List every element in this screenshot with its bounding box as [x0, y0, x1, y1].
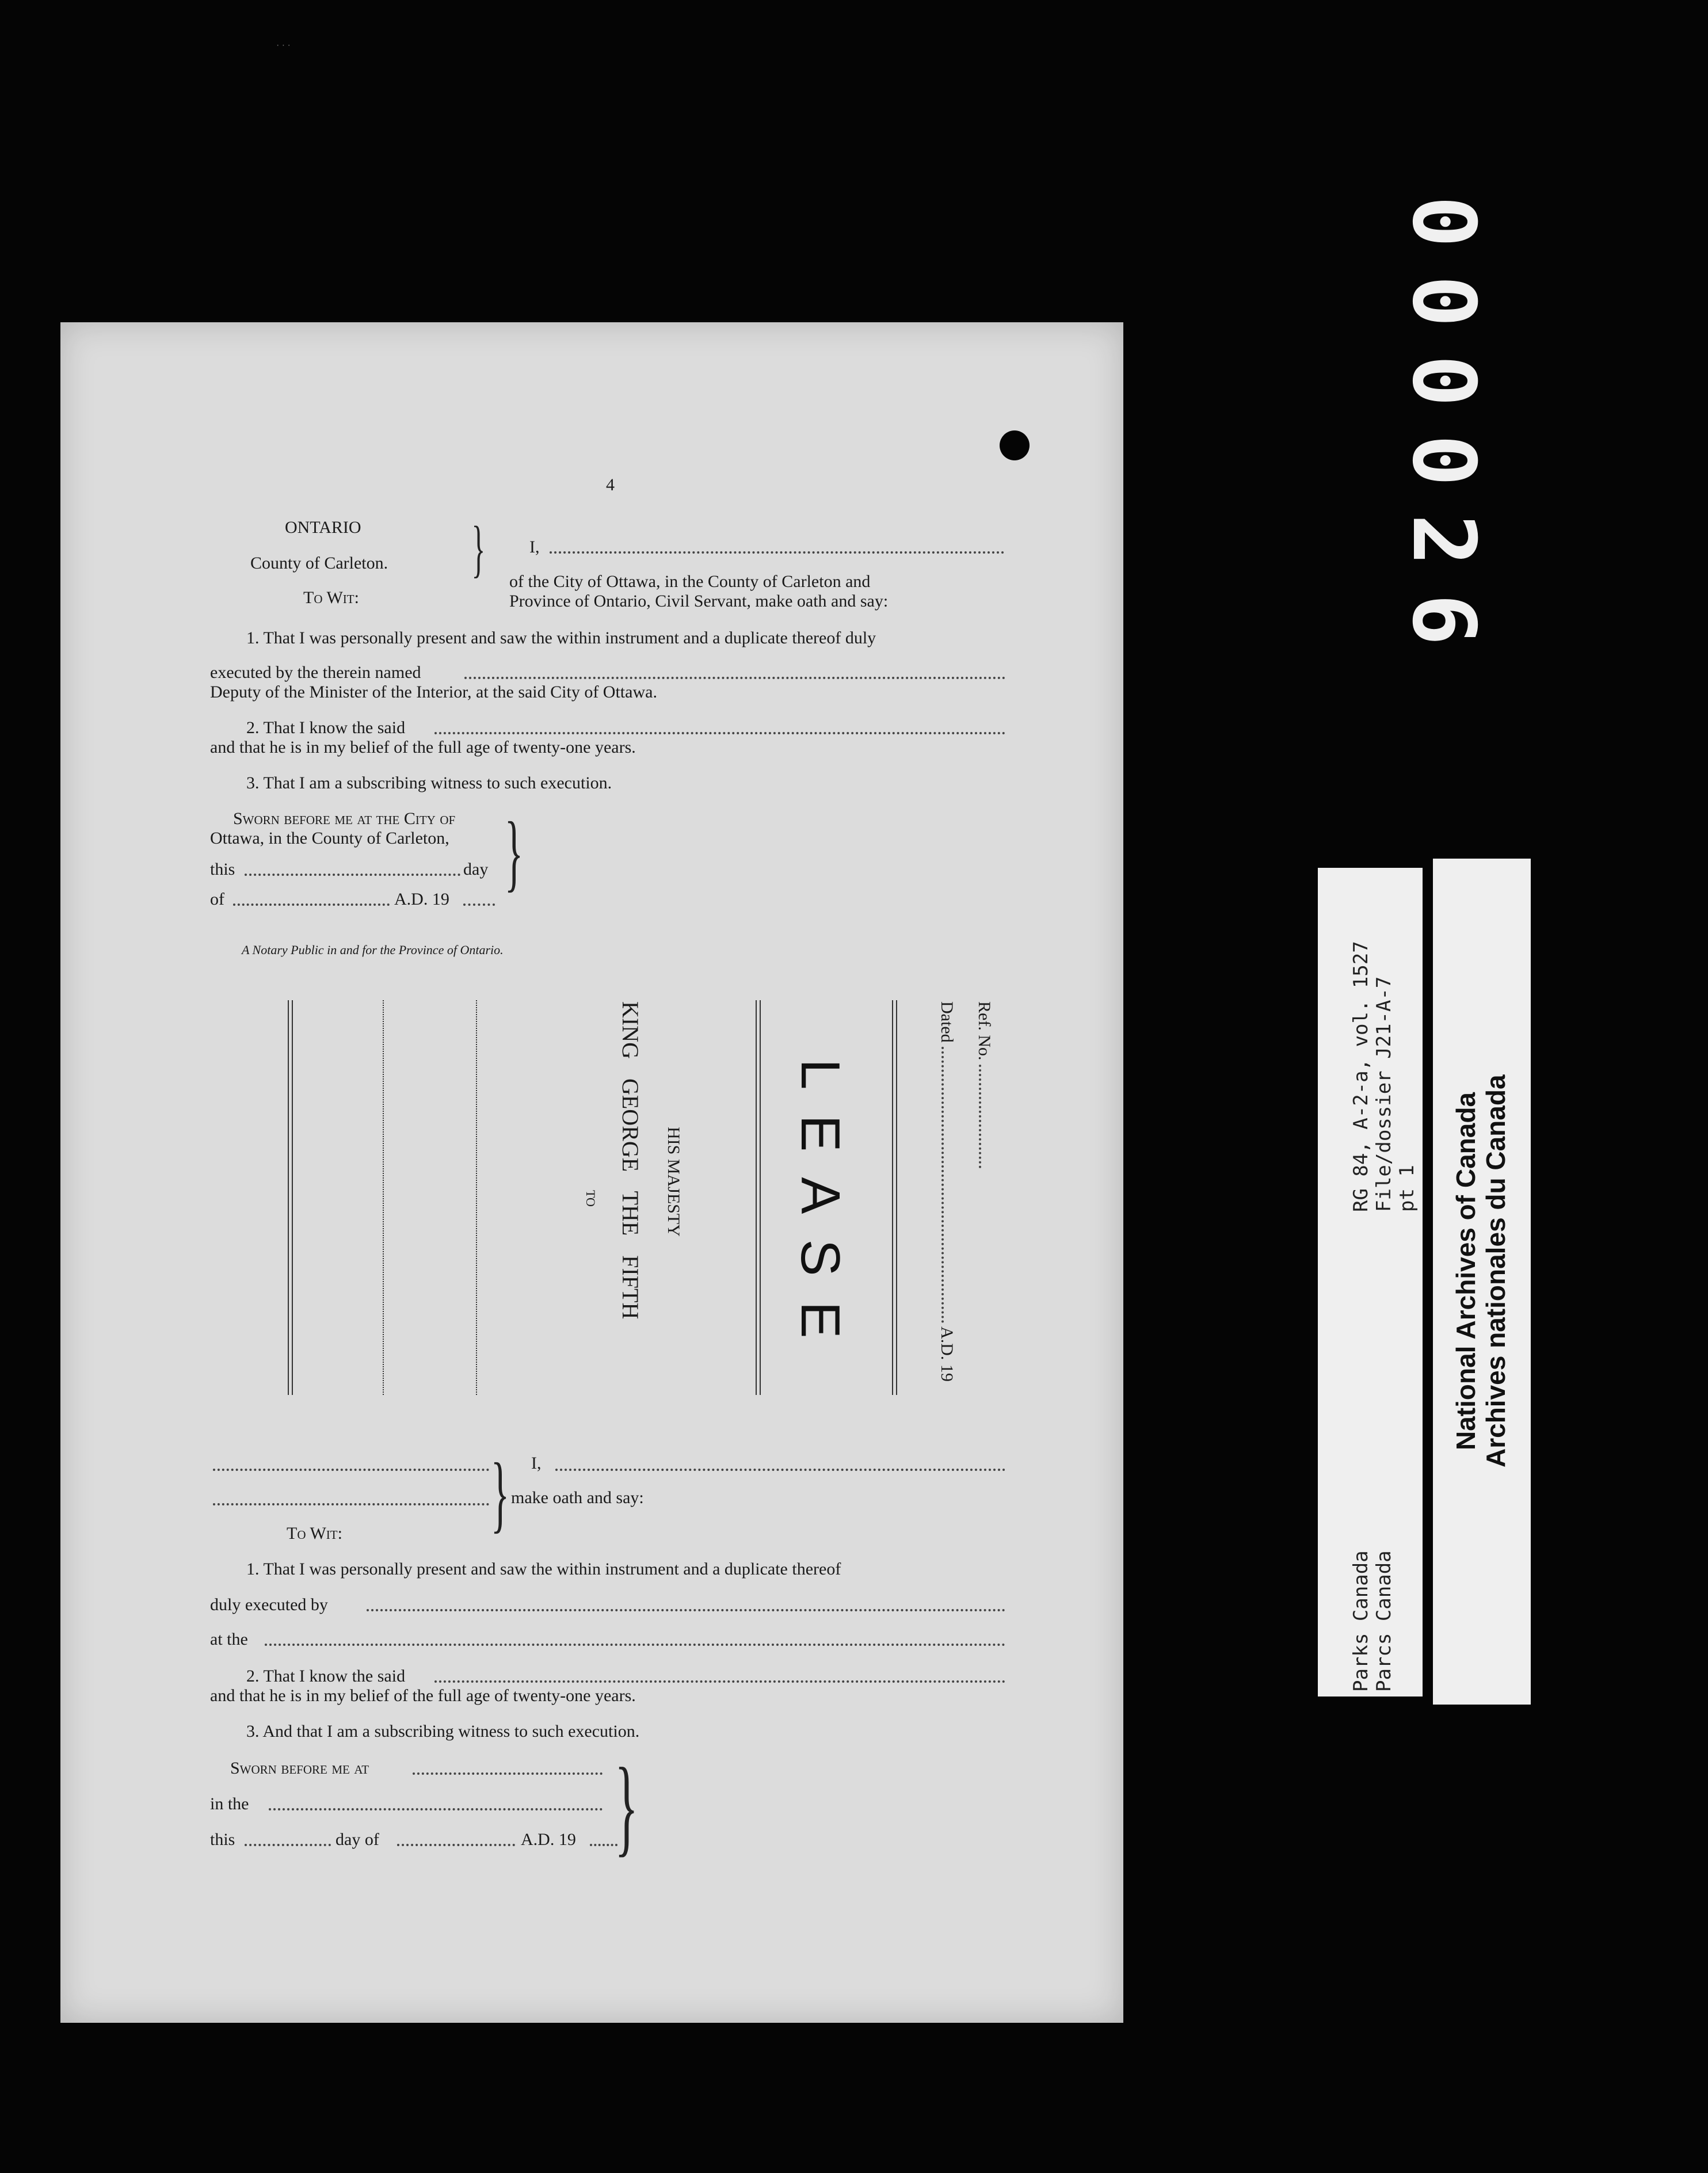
b-sworn-label: Sworn before me at: [230, 1759, 369, 1778]
b-in-the-blank: [269, 1808, 603, 1810]
venue-blank-2: [213, 1503, 489, 1505]
declarant-name-blank: [550, 551, 1004, 554]
notary-caption: A Notary Public in and for the Province of Ontario.: [242, 943, 504, 957]
dated-line: [938, 1001, 955, 1382]
dated-text: Dated: [937, 1001, 956, 1043]
b-year-blank: [590, 1844, 617, 1846]
known-person-blank: [434, 732, 1005, 734]
at-the-blank: [265, 1644, 1005, 1646]
sworn-day-blank: [245, 874, 460, 876]
punch-hole: [1000, 430, 1030, 460]
b-paragraph-1-continued: duly executed by: [210, 1595, 328, 1614]
paragraph-1: 1. That I was personally present and saw the within instrument and a duplicate thereof duly: [246, 628, 876, 647]
dated-blank: [941, 1047, 944, 1323]
venue-brace: }: [471, 513, 486, 584]
named-party-blank: [464, 677, 1005, 679]
paragraph-2: 2. That I know the said: [246, 718, 406, 737]
b-paragraph-1: 1. That I was personally present and saw the within instrument and a duplicate thereof: [246, 1560, 841, 1579]
venue-brace-bottom: }: [490, 1446, 510, 1541]
rule-2: [292, 1000, 293, 1395]
sworn-text: Sworn before me at the City of: [233, 809, 456, 828]
b-this-label: this: [210, 1830, 235, 1849]
b-sworn-place-blank: [413, 1772, 603, 1775]
b-paragraph-3: 3. And that I am a subscribing witness to such execution.: [246, 1722, 640, 1741]
dated-ad-text: A.D. 19: [937, 1326, 956, 1382]
sworn-of-label: of: [210, 890, 224, 909]
sworn-brace: }: [504, 805, 524, 900]
to-wit-label: To Wit:: [303, 588, 359, 607]
rule-4: [476, 1000, 477, 1395]
king-label: KING GEORGE THE FIFTH: [617, 1001, 643, 1320]
archive-name-en: National Archives of Canada: [1451, 1092, 1481, 1450]
sworn-day-label: day: [463, 860, 489, 879]
province-label: ONTARIO: [285, 518, 361, 537]
b-paragraph-2: 2. That I know the said: [246, 1667, 406, 1686]
rule-1: [288, 1000, 289, 1395]
paragraph-3: 3. That I am a subscribing witness to such execution.: [246, 773, 612, 792]
to-wit-label-bottom: To Wit:: [287, 1524, 342, 1543]
his-majesty-label: HIS MAJESTY: [664, 1127, 683, 1237]
venue-blank-1: [213, 1469, 489, 1471]
to-label: TO: [584, 1190, 598, 1207]
sworn-line1: [233, 810, 455, 828]
page-number: 4: [606, 475, 615, 494]
paragraph-1-continued: executed by the therein named: [210, 663, 421, 682]
sworn-this-label: this: [210, 860, 235, 879]
b-day-blank: [245, 1844, 331, 1846]
reference-line-3: pt 1: [1396, 1165, 1419, 1212]
b-month-blank: [397, 1844, 515, 1846]
document-page: [60, 322, 1123, 2023]
b-known-person-blank: [434, 1680, 1005, 1683]
sworn-month-blank: [233, 903, 390, 906]
declarant-address-line1: of the City of Ottawa, in the County of Carleton and: [509, 572, 871, 591]
oath-label: make oath and say:: [511, 1488, 644, 1507]
executed-by-blank: [367, 1609, 1005, 1611]
sworn-line2: Ottawa, in the County of Carleton,: [210, 829, 449, 848]
reference-line-2: File/dossier J21-A-7: [1372, 976, 1396, 1212]
film-edge-marks: · · ·: [276, 40, 291, 50]
archive-name-fr: Archives nationales du Canada: [1481, 1074, 1511, 1467]
ref-no-blank: [979, 1065, 981, 1168]
rule-6: [760, 1000, 761, 1395]
rule-7: [892, 1000, 893, 1395]
sworn-year-blank: [463, 903, 495, 906]
paragraph-2-continued: and that he is in my belief of the full age of twenty-one years.: [210, 738, 636, 757]
rule-8: [896, 1000, 897, 1395]
at-the-label: at the: [210, 1630, 248, 1649]
frame-number: 000026: [1393, 196, 1493, 673]
rule-5: [756, 1000, 757, 1395]
b-sworn-brace: }: [615, 1746, 639, 1867]
paragraph-1-deputy: Deputy of the Minister of the Interior, at the said City of Ottawa.: [210, 683, 657, 702]
rule-3: [383, 1000, 384, 1395]
source-fr: Parcs Canada: [1372, 1550, 1396, 1692]
declarant-blank-bottom: [555, 1469, 1005, 1471]
ref-no-label: [975, 1001, 993, 1168]
b-ad-label: A.D. 19: [521, 1830, 576, 1849]
source-en: Parks Canada: [1349, 1550, 1372, 1692]
sworn-year-label: A.D. 19: [394, 890, 449, 909]
county-label: County of Carleton.: [250, 554, 388, 573]
b-day-of-label: day of: [336, 1830, 379, 1849]
b-paragraph-2-continued: and that he is in my belief of the full age of twenty-one years.: [210, 1686, 636, 1705]
lease-title: LEASE: [790, 1059, 851, 1364]
declarant-label: I,: [529, 537, 540, 556]
ref-no-text: Ref. No.: [975, 1001, 994, 1061]
reference-line-1: RG 84, A-2-a, vol. 1527: [1349, 941, 1372, 1212]
declarant-address-line2: Province of Ontario, Civil Servant, make oath and say:: [509, 592, 889, 611]
declarant-label-bottom: I,: [531, 1454, 542, 1473]
b-in-the-label: in the: [210, 1794, 249, 1813]
